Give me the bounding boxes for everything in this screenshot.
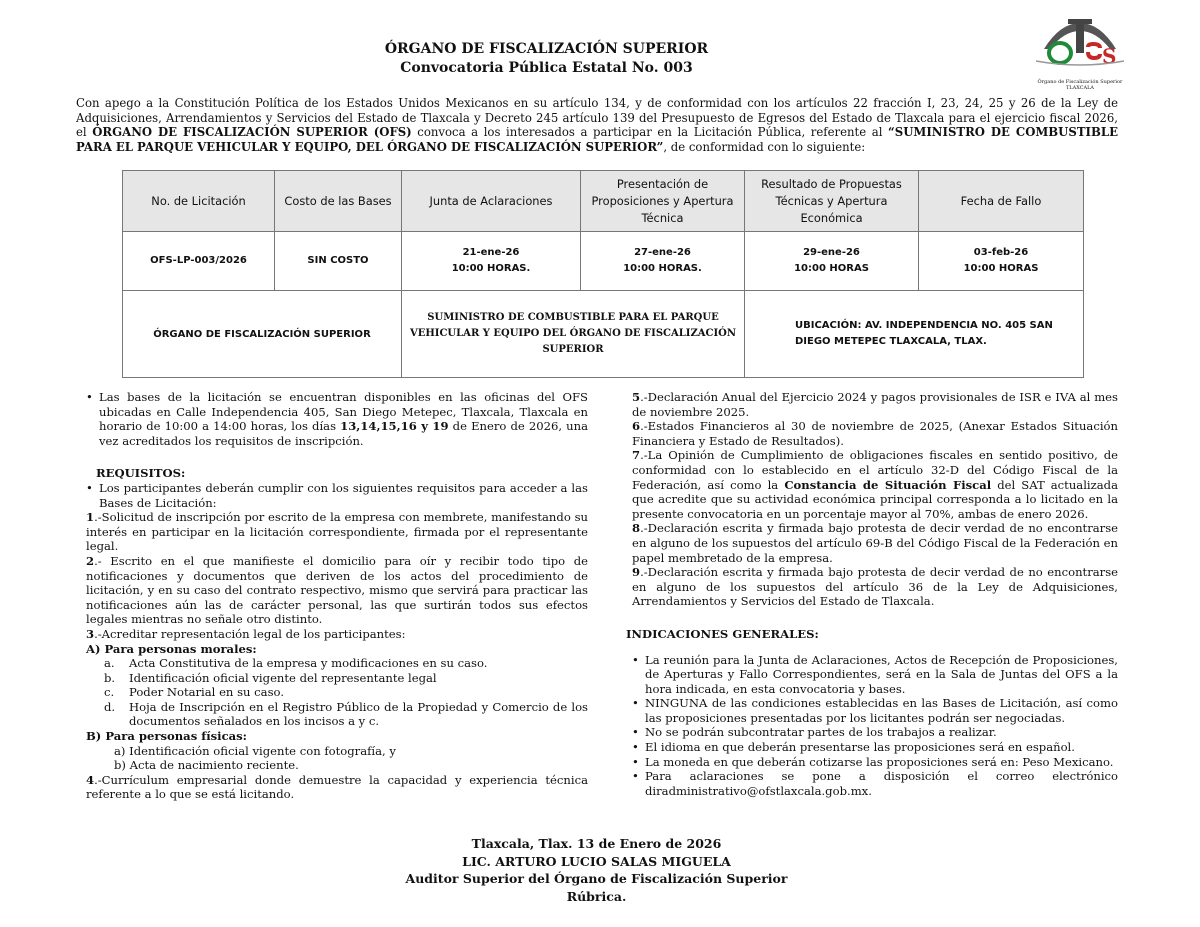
cell-resultado: 29-ene-26 10:00 HORAS — [745, 232, 919, 291]
signature-block — [0, 835, 1193, 905]
rubrica: Rúbrica. — [566, 888, 627, 904]
ofs-logo — [1030, 17, 1130, 91]
cell-organo: ÓRGANO DE FISCALIZACIÓN SUPERIOR — [123, 291, 402, 378]
indicaciones-heading: INDICACIONES GENERALES: — [626, 626, 819, 641]
cell-junta: 21-ene-26 10:00 HORAS. — [402, 232, 581, 291]
left-column — [86, 390, 588, 802]
cell-licitacion: OFS-LP-003/2026 — [123, 232, 275, 291]
document-title: ÓRGANO DE FISCALIZACIÓN SUPERIOR — [384, 41, 709, 57]
intro-paragraph: Con apego a la Constitución Política de los Estados Unidos Mexicanos en su artículo 134, y de conformidad con los artículos 22 fracción I, 23, 24, 25 y 26 de la Ley de Adquisiciones, Arrendamientos y Servicios del Estado de Tlaxcala y Decreto 245 artículo 139 del Presupuesto de Egresos del Estado de Tlaxcala para el ejercicio fiscal 2026, el ÓRGANO DE FISCALIZACIÓN SUPERIOR (OFS) convoca a los interesados a participar en la Licitación Pública, referente al “SUMINISTRO DE COMBUSTIBLE PARA EL PARQUE VEHICULAR Y EQUIPO, DEL ÓRGANO DE FISCALIZACIÓN SUPERIOR”, de conformidad con lo siguiente: — [76, 96, 1118, 154]
table-row — [123, 232, 1084, 291]
right-column — [626, 390, 1118, 798]
fisicas-heading: B) Para personas físicas: — [86, 729, 247, 744]
header-licitacion: No. de Licitación — [123, 171, 275, 232]
list-item: d. Hoja de Inscripción en el Registro Público de la Propiedad y Comercio de los documentos señalados en los incisos a y c. — [104, 699, 588, 729]
cell-fallo: 03-feb-26 10:00 HORAS — [919, 232, 1084, 291]
licitacion-table — [122, 170, 1084, 378]
list-item: • La moneda en que deberán cotizarse las proposiciones será en: Peso Mexicano. — [632, 755, 1118, 770]
cell-descripcion: SUMINISTRO DE COMBUSTIBLE PARA EL PARQUE VEHICULAR Y EQUIPO DEL ÓRGANO DE FISCALIZACIÓN SUPERIOR — [402, 291, 745, 378]
header-resultado: Resultado de Propuestas Técnicas y Apertura Económica — [745, 171, 919, 232]
requisitos-intro: • Los participantes deberán cumplir con los siguientes requisitos para acceder a las Bases de Licitación: — [86, 481, 588, 510]
logo-caption: Órgano de Fiscalización Superior TLAXCALA — [1037, 79, 1123, 91]
morales-heading: A) Para personas morales: — [86, 641, 257, 656]
list-item: b. Identificación oficial vigente del representante legal — [104, 670, 437, 685]
list-item: • NINGUNA de las condiciones establecidas en las Bases de Licitación, así como las proposiciones presentadas por los licitantes podrán ser negociadas. — [632, 696, 1118, 725]
requisitos-heading: REQUISITOS: — [96, 466, 186, 481]
header-presentacion: Presentación de Proposiciones y Apertura Técnica — [581, 171, 745, 232]
requisito-4: 4.-Currículum empresarial donde demuestre la capacidad y experiencia técnica referente a lo que se está licitando. — [86, 772, 588, 802]
place-date: Tlaxcala, Tlax. 13 de Enero de 2026 — [471, 836, 722, 851]
list-item: a. Acta Constitutiva de la empresa y modificaciones en su caso. — [104, 656, 488, 671]
requisito-5: 5.-Declaración Anual del Ejercicio 2024 y pagos provisionales de ISR e IVA al mes de noviembre 2025. — [632, 390, 1118, 419]
signer-name: LIC. ARTURO LUCIO SALAS MIGUELA — [462, 853, 731, 869]
cell-presentacion: 27-ene-26 10:00 HORAS. — [581, 232, 745, 291]
list-item: a) Identificación oficial vigente con fotografía, y — [114, 743, 396, 758]
table-footer-row — [123, 291, 1084, 378]
list-item: • La reunión para la Junta de Aclaraciones, Actos de Recepción de Proposiciones, de Aperturas y Fallo Correspondientes, será en la Sala de Juntas del OFS a la hora indicada, en esta convocatoria y bases. — [632, 653, 1118, 697]
requisito-6: 6.-Estados Financieros al 30 de noviembre de 2025, (Anexar Estados Situación Financiera y Estado de Resultados). — [632, 419, 1118, 448]
list-item: b) Acta de nacimiento reciente. — [114, 758, 299, 773]
list-item: • No se podrán subcontratar partes de los trabajos a realizar. — [632, 725, 1118, 740]
bases-availability: • Las bases de la licitación se encuentran disponibles en las oficinas del OFS ubicadas en Calle Independencia 405, San Diego Metepec, Tlaxcala, Tlaxcala en horario de 10:00 a 14:00 horas, los días 13,14,15,16 y 19 de Enero de 2026, una vez acreditados los requisitos de inscripción. — [86, 390, 588, 448]
header-costo: Costo de las Bases — [275, 171, 402, 232]
list-item: • El idioma en que deberán presentarse las proposiciones será en español. — [632, 740, 1118, 755]
cell-costo: SIN COSTO — [275, 232, 402, 291]
requisito-1: 1.-Solicitud de inscripción por escrito de la empresa con membrete, manifestando su interés en participar en la licitación correspondiente, firmada por el representante legal. — [86, 510, 588, 554]
cell-ubicacion: UBICACIÓN: AV. INDEPENDENCIA NO. 405 SAN DIEGO METEPEC TLAXCALA, TLAX. — [745, 291, 1084, 378]
list-item: • Para aclaraciones se pone a disposición el correo electrónico diradministrativo@ofstlaxcala.gob.mx. — [632, 769, 1118, 798]
requisito-3: 3.-Acreditar representación legal de los participantes: — [86, 626, 406, 641]
header-junta: Junta de Aclaraciones — [402, 171, 581, 232]
document-subtitle: Convocatoria Pública Estatal No. 003 — [400, 60, 693, 76]
svg-text:S: S — [1102, 44, 1117, 68]
requisito-8: 8.-Declaración escrita y firmada bajo protesta de decir verdad de no encontrarse en alguno de los supuestos del artículo 69-B del Código Fiscal de la Federación en papel membretado de la empresa. — [632, 521, 1118, 565]
requisito-7: 7.-La Opinión de Cumplimiento de obligaciones fiscales en sentido positivo, de conformidad con lo establecido en el artículo 32-D del Código Fiscal de la Federación, así como la Constancia de Situación Fiscal del SAT actualizada que acredite que su actividad económica principal corresponda a lo licitado en la presente convocatoria en un porcentaje mayor al 70%, ambas de enero 2026. — [632, 448, 1118, 521]
list-item: c. Poder Notarial en su caso. — [104, 685, 285, 700]
ofs-emblem-icon — [1030, 17, 1130, 75]
signer-position: Auditor Superior del Órgano de Fiscalización Superior — [405, 871, 788, 886]
document-header — [0, 40, 1093, 78]
requisito-9: 9.-Declaración escrita y firmada bajo protesta de decir verdad de no encontrarse en alguno de los supuestos del artículo 36 de la Ley de Adquisiciones, Arrendamientos y Servicios del Estado de Tlaxcala. — [632, 565, 1118, 609]
header-fallo: Fecha de Fallo — [919, 171, 1084, 232]
requisito-2: 2.- Escrito en el que manifieste el domicilio para oír y recibir todo tipo de notificaciones y documentos que deriven de los actos del procedimiento de licitación, y en su caso del contrato respectivo, mismo que servirá para practicar las notificaciones aún las de carácter personal, las que surtirán todos sus efectos legales mientras no señale otro distinto. — [86, 553, 588, 627]
table-header-row — [123, 171, 1084, 232]
